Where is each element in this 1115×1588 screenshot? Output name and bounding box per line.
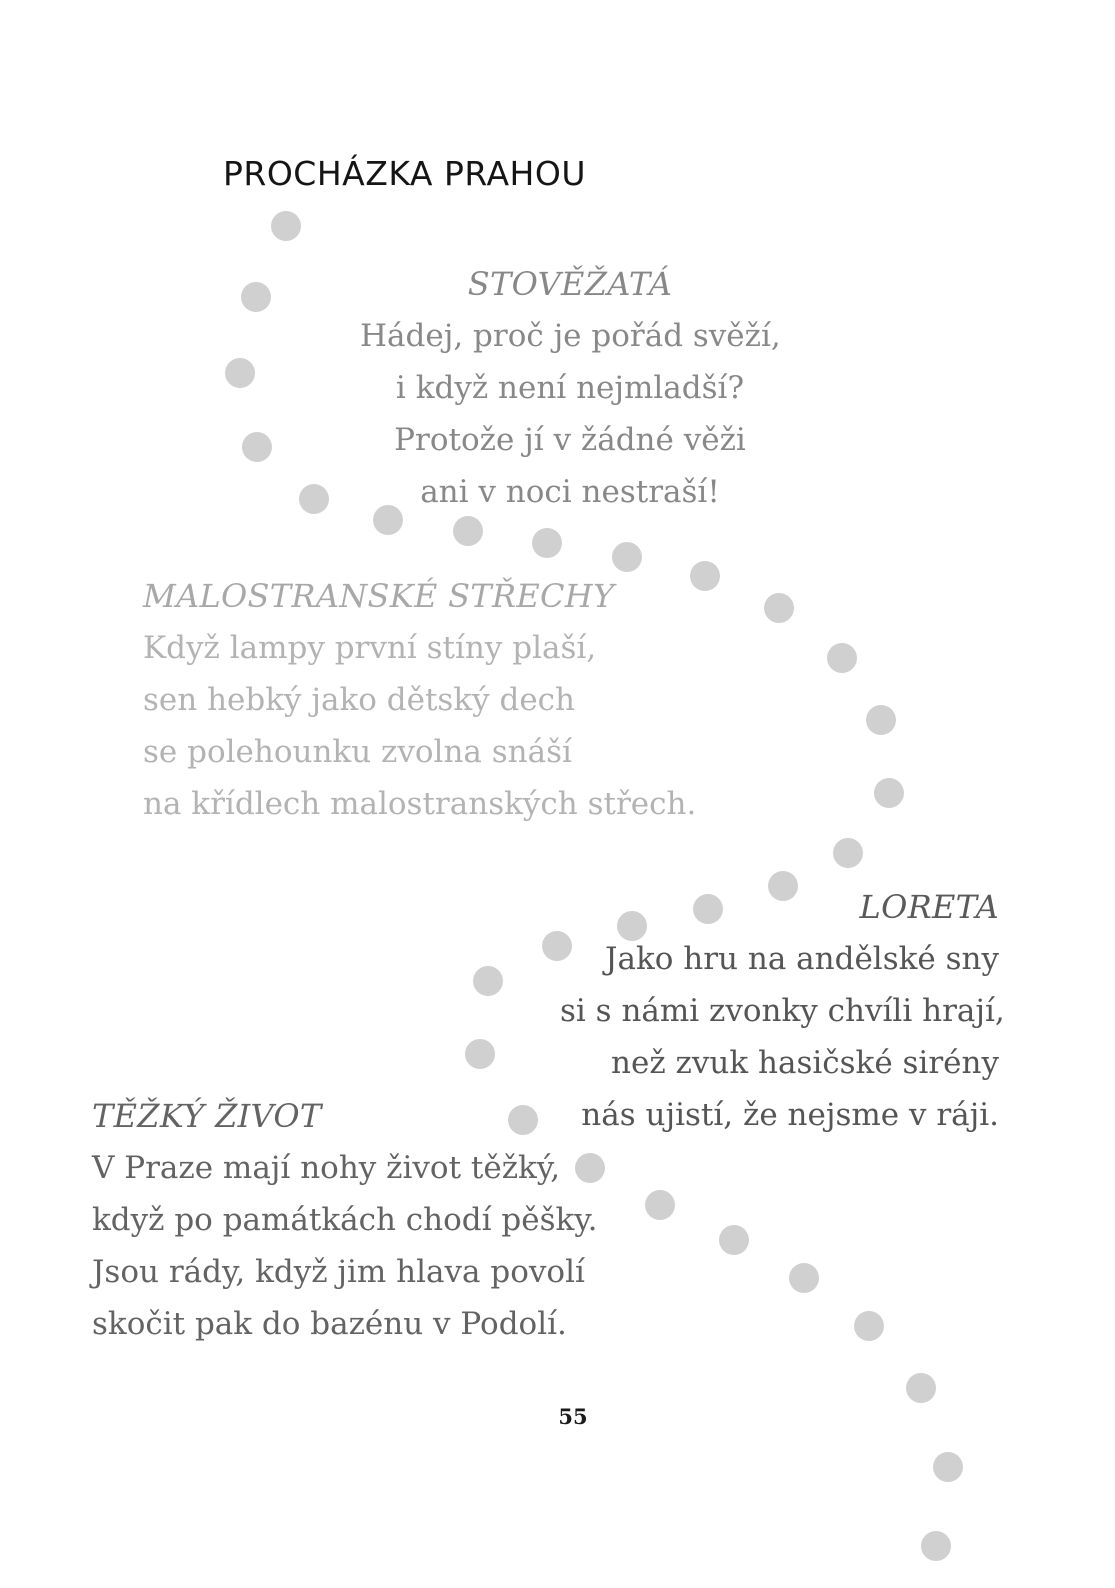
path-dot [874,778,904,808]
poem-line: Když lampy první stíny plaší, [143,630,597,666]
poem-line: než zvuk hasičské sirény [611,1045,999,1081]
path-dot [453,516,483,546]
path-dot [866,705,896,735]
path-dot [719,1225,749,1255]
path-dot [854,1311,884,1341]
path-dot [645,1190,675,1220]
poem-line: Jsou rády, když jim hlava povolí [92,1254,585,1290]
poem-heading: LORETA [859,888,999,926]
poem-line: sen hebký jako dětský dech [143,682,576,718]
path-dot [532,528,562,558]
poem-line: Protože jí v žádné věži [394,422,746,458]
path-dot [921,1531,951,1561]
poem-stovezata [360,258,780,518]
poem-line: Jako hru na andělské sny [605,941,999,977]
path-dot [933,1452,963,1482]
poem-line: se polehounku zvolna snáší [143,734,572,770]
poem-line: ani v noci nestraší! [420,474,720,510]
poem-line: když po památkách chodí pěšky. [92,1202,598,1238]
poem-tezky-zivot [92,1090,598,1350]
poem-heading: STOVĚŽATÁ [467,265,673,303]
poem-heading: MALOSTRANSKÉ STŘECHY [143,577,615,615]
poem-line: si s námi zvonky chvíli hrají, [560,993,1005,1029]
page-number: 55 [558,1404,588,1429]
path-dot [827,643,857,673]
path-dot [764,593,794,623]
page-title: PROCHÁZKA PRAHOU [223,154,586,193]
path-dot [612,542,642,572]
poem-line: i když není nejmladší? [395,370,745,406]
poem-line: skočit pak do bazénu v Podolí. [92,1306,567,1342]
poem-line: Hádej, proč je pořád svěží, [360,318,781,354]
path-dot [789,1263,819,1293]
poem-heading: TĚŽKÝ ŽIVOT [92,1097,322,1135]
poem-malostranske-strechy [143,570,703,830]
path-dot [906,1373,936,1403]
path-dot [241,282,271,312]
path-dot [299,484,329,514]
poem-line: nás ujistí, že nejsme v ráji. [581,1097,999,1133]
path-dot [833,838,863,868]
poem-loreta [560,881,1005,1141]
path-dot [242,432,272,462]
path-dot [465,1039,495,1069]
poem-line: V Praze mají nohy život těžký, [92,1150,561,1186]
path-dot [473,966,503,996]
poem-line: na křídlech malostranských střech. [143,786,697,822]
path-dot [271,211,301,241]
path-dot [225,358,255,388]
